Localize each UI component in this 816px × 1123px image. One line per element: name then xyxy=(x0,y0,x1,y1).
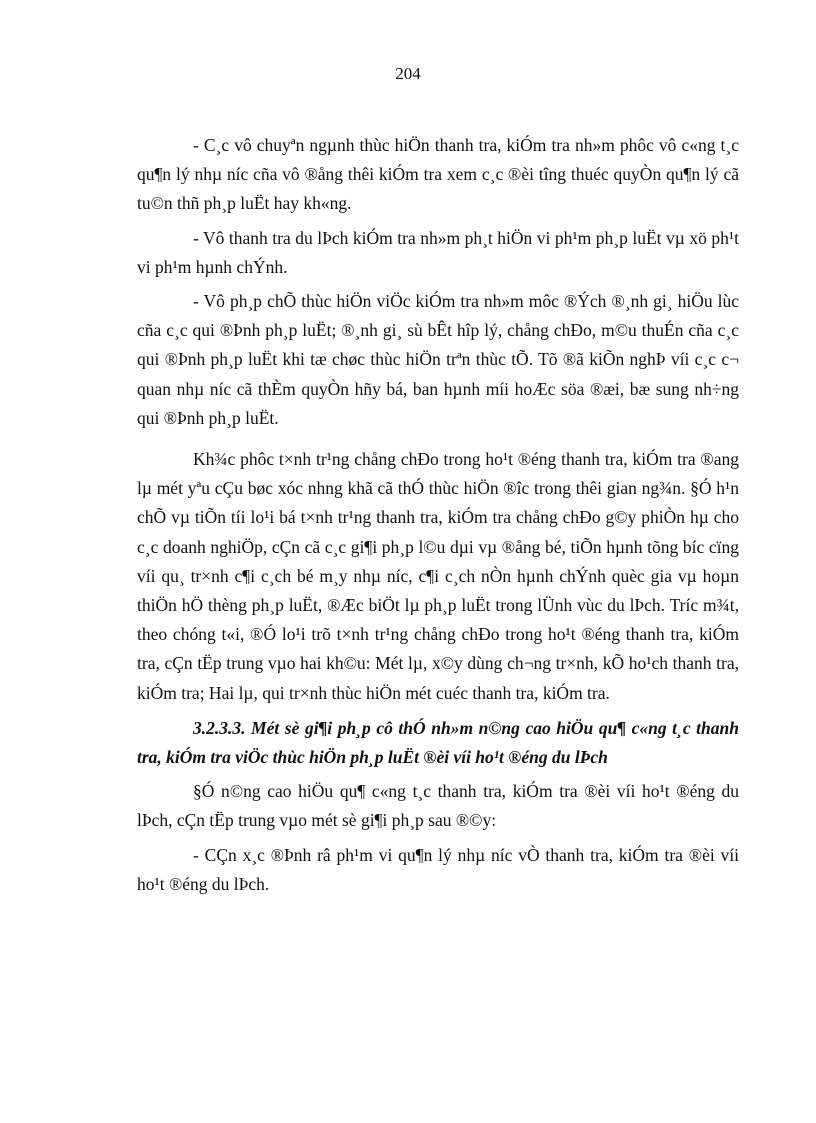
paragraph-scope-definition: - CÇn x¸c ®Þnh râ ph¹m vi qu¶n lý nhµ níc vÒ thanh tra, kiÓm tra ®èi víi ho¹t ®éng du lÞch. xyxy=(137,844,739,894)
section-heading-3-2-3-3: 3.2.3.3. Mét sè gi¶i ph¸p cô thÓ nh»m n©ng cao hiÖu qu¶ c«ng t¸c thanh tra, kiÓm tra viÖc thùc hiÖn ph¸p luËt ®èi víi ho¹t ®éng du lÞch xyxy=(137,717,739,768)
paragraph-overlap-remedy: Kh¾c phôc t×nh tr¹ng chång chÐo trong ho¹t ®éng thanh tra, kiÓm tra ®ang lµ mét yªu cÇu bøc xóc nhng khã cã thÓ thùc hiÖn ®îc trong thêi gian ng¾n. §Ó h¹n chÕ vµ tiÕn tíi lo¹i bá t×nh tr¹ng thanh tra, kiÓm tra chång chÐo g©y phiÒn hµ cho c¸c doanh nghiÖp, cÇn cã c¸c gi¶i ph¸p l©u dµi vµ ®ång bé, tiÕn hµnh tõng bíc cïng víi qu¸ tr×nh c¶i c¸ch bé m¸y nhµ níc, c¶i c¸ch nÒn hµnh chÝnh quèc gia vµ hoµn thiÖn hÖ thèng ph¸p luËt, ®Æc biÖt lµ ph¸p luËt trong lÜnh vùc du lÞch. Tríc m¾t, theo chóng t«i, ®Ó lo¹i trõ t×nh tr¹ng chång chÐo trong ho¹t ®éng thanh tra, kiÓm tra, cÇn tËp trung vµo hai kh©u: Mét lµ, x©y dùng ch¬ng tr×nh, kÕ ho¹ch thanh tra, kiÓm tra; Hai lµ, qui tr×nh thùc hiÖn mét cuéc thanh tra, kiÓm tra. xyxy=(137,449,739,703)
paragraph-efficiency-intro: §Ó n©ng cao hiÖu qu¶ c«ng t¸c thanh tra, kiÓm tra ®èi víi ho¹t ®éng du lÞch, cÇn tËp trung vµo mét sè gi¶i ph¸p sau ®©y: xyxy=(137,781,739,831)
paragraph-specialized-departments: - C¸c vô chuyªn ngµnh thùc hiÖn thanh tra, kiÓm tra nh»m phôc vô c«ng t¸c qu¶n lý nhµ níc cña vô ®ång thêi kiÓm tra xem c¸c ®èi tîng thuéc quyÒn qu¶n lý cã tu©n thñ ph¸p luËt hay kh«ng. xyxy=(137,135,739,214)
paragraph-tourism-inspection: - Vô thanh tra du lÞch kiÓm tra nh»m ph¸t hiÖn vi ph¹m ph¸p luËt vµ xö ph¹t vi ph¹m hµnh chÝnh. xyxy=(137,227,739,277)
document-body xyxy=(137,131,739,899)
page-number: 204 xyxy=(395,64,421,83)
paragraph-legal-department: - Vô ph¸p chÕ thùc hiÖn viÖc kiÓm tra nh»m môc ®Ých ®¸nh gi¸ hiÖu lùc cña c¸c qui ®Þnh ph¸p luËt; ®¸nh gi¸ sù bÊt hîp lý, chång chÐo, m©u thuÉn cña c¸c qui ®Þnh ph¸p luËt khi tæ chøc thùc hiÖn trªn thùc tÕ. Tõ ®ã kiÕn nghÞ víi c¸c c¬ quan nhµ níc cã thÈm quyÒn hñy bá, ban hµnh míi hoÆc söa ®æi, bæ sung nh÷ng qui ®Þnh ph¸p luËt. xyxy=(137,291,739,428)
